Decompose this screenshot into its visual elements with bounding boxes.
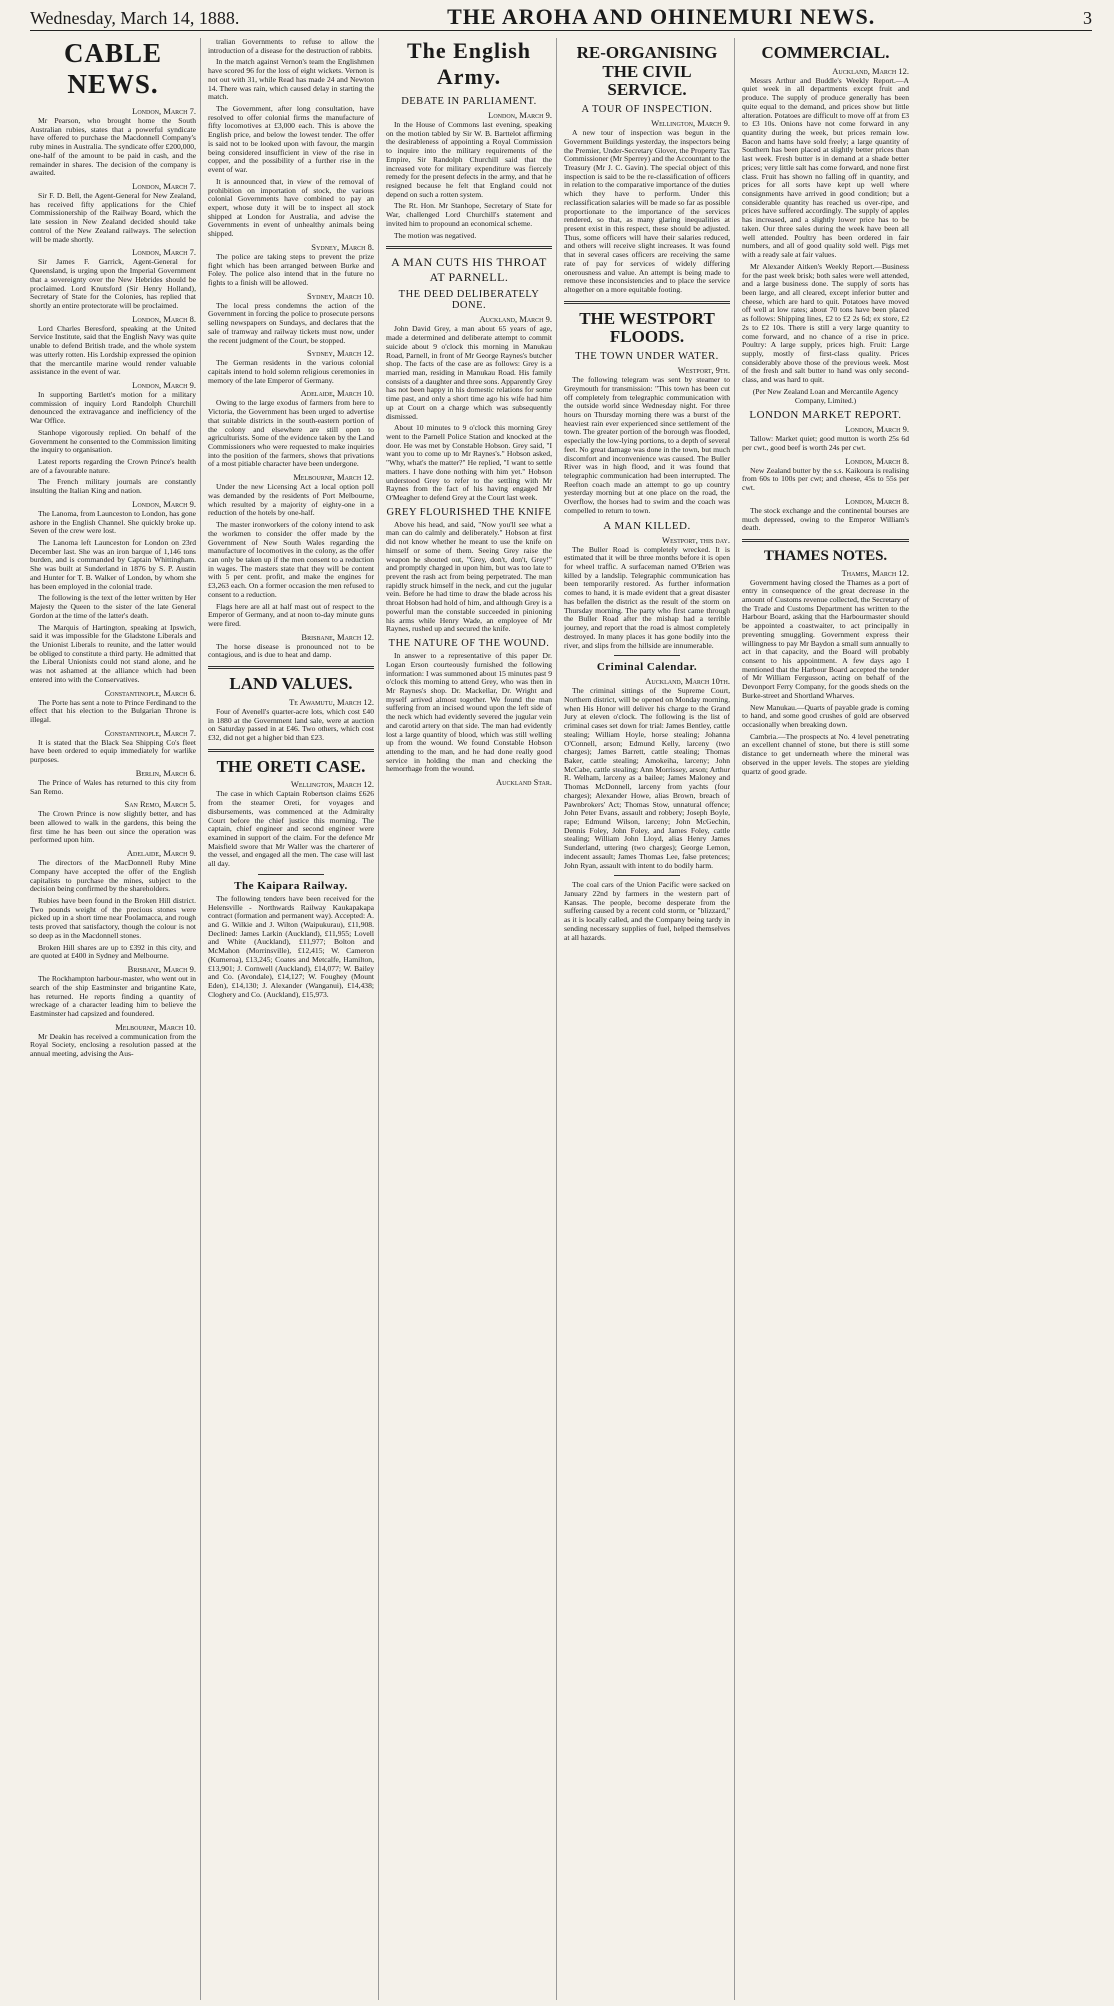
thames-notes-heading: THAMES NOTES.: [763, 548, 888, 565]
news-item-text: The Government, after long consultation, have resolved to offer colonial firms the manufacture of fifty locomotives at £3,000 each. This is above the English price, and below the lowest tender. The offer is said not to be looked upon with favour, the margin being considered insufficient in view of the rise in copper, and the possibility of a further rise in the event of war.: [208, 104, 374, 175]
dateline: Brisbane, March 12.: [301, 631, 374, 642]
news-item-text: Sir James F. Garrick, Agent-General for Queensland, is urging upon the Imperial Government that a sovereignty over the New Hebrides should be proclaimed. Lord Knutsford (Sir Henry Holland), Secretary of State for the Colonies, has replied that shortly an entire protectorate will be proclaimed.: [30, 257, 196, 310]
civil-service-heading: RE-ORGANISING THE CIVIL SERVICE.: [576, 43, 718, 100]
london-dateline-2: London, March 8.: [845, 455, 909, 466]
news-item-text: The German residents in the various colonial capitals intend to hold solemn religious ceremonies in memory of the late Emperor of Germany.: [208, 358, 374, 385]
page-number: 3: [1083, 8, 1092, 28]
divider: [614, 875, 680, 876]
news-item-text: The Crown Prince is now slightly better, and has been allowed to walk in the gardens, this being the first time he has been out since the operation was performed upon him.: [30, 809, 196, 845]
divider: [258, 874, 324, 875]
news-item-text: Broken Hill shares are up to £392 in this city, and are quoted at £400 in Sydney and Melbourne.: [30, 942, 196, 961]
news-item-text: Under the new Licensing Act a local option poll was demanded by the residents of Port Melbourne, which resulted by a majority of eighty-one in a reduction of the hotels by one-half.: [208, 482, 374, 518]
man-killed-heading: A MAN KILLED.: [603, 519, 691, 532]
divider: [208, 749, 374, 752]
divider: [614, 655, 680, 656]
civil-service-text: A new tour of inspection was begun in the Government Buildings yesterday, the inspectors being the Premier, Under-Secretary Glover, the Property Tax Commissioner (Mr Sperrey) and the Accountant to the Treasury (Mr J. C. Gavin). The special object of this inspection is said to be the re-classification of officers in relation to the comparative importance of the duties which they have to perform. Under this reclassification salaries will be made so far as possible proportionate to the importance of the services rendered, so that, as many glaring inequalities at present exist in this respect, these should be adjusted. Thus, some officers will have their salaries reduced, and others will receive slight increases. It was found that in several cases officers are receiving the same rate of pay for services of widely differing onerousness and value. An attempt is being made to remove these inconsistencies and to place the service altogether on a more equitable footing.: [564, 128, 730, 294]
london-text-1: Tallow: Market quiet; good mutton is worth 25s 6d per cwt., good beef is worth 24s per cwt.: [742, 434, 909, 452]
dateline: Adelaide, March 10.: [300, 388, 374, 399]
criminal-calendar-dateline: Auckland, March 10th.: [645, 676, 730, 687]
news-item-text: The horse disease is pronounced not to be contagious, and is due to heat and damp.: [208, 641, 374, 660]
news-item-text: It is announced that, in view of the removal of prohibition on importation of stock, the various colonial Governments have combined to pay an expert, whose duty it will be to inspect all stock shipped at London for Australia, and advise the Governments in event of unhealthy animals being shipped.: [208, 176, 374, 239]
kaipara-railway-heading: The Kaipara Railway.: [234, 879, 348, 892]
news-item-text: Mr Deakin has received a communication from the Royal Society, enclosing a resolution passed at the annual meeting, advising the Aus-: [30, 1031, 196, 1059]
news-item-text: In the match against Vernon's team the Englishmen have scored 96 for the loss of eight wickets. Vernon is not out with 31, while Read has made 24 and Newton 14. There was rain, which caused delay in starting the match.: [208, 57, 374, 102]
dateline: Brisbane, March 9.: [127, 964, 196, 975]
man-cuts-throat-subheading: THE DEED DELIBERATELY DONE.: [398, 289, 540, 312]
news-item-text: It is stated that the Black Sea Shipping Co's fleet have been ordered to equip immediately for warlike purposes.: [30, 737, 196, 765]
man-killed-text: The Buller Road is completely wrecked. It is estimated that it will be three months before it is open for wheel traffic. A surfaceman named O'Brien was killed by a landslip. Telegraphic communication has been temporarily restored. As further information comes to hand, it is made evident that a great disaster has befallen the district as the result of the storm on Thursday morning. The party who first came through the Buller Road after the mishap had a terrible journey, and report that the road is almost completely destroyed. In many places it has gone bodily into the river, and slips from the hillside are innumerable.: [564, 544, 730, 650]
union-pacific-text: The coal cars of the Union Pacific were sacked on January 22nd by farmers in the western part of Kansas. The people, become desperate from the suffering caused by a recent cold storm, or "blizzard," as it is locally called, and the Company being tardy in sending necessary supplies of fuel, helped themselves at all hazards.: [564, 880, 730, 942]
criminal-calendar-heading: Criminal Calendar.: [596, 661, 698, 674]
news-item-text: Latest reports regarding the Crown Prince's health are of a favourable nature.: [30, 457, 196, 475]
news-item-text: Rubies have been found in the Broken Hill district. Two pounds weight of the precious stones were picked up in a short time near Poolamacca, and rough tests proved that satisfactory, though the colour is not so deep as in the Macdonnell stones.: [30, 896, 196, 940]
dateline: London, March 7.: [132, 247, 196, 258]
dateline: London, March 8.: [132, 313, 196, 324]
dateline: London, March 7.: [132, 106, 196, 116]
news-item-text: The Lanoma, from Launceston to London, has gone ashore in the English Channel. She quickly broke up. Seven of the crew were lost.: [30, 508, 196, 536]
news-item-text: The directors of the MacDonnell Ruby Mine Company have accepted the offer of the English capitalists to purchase the mines, subject to the decision being confirmed by the shareholders.: [30, 858, 196, 894]
divider: [208, 666, 374, 669]
news-item-text: Mr Pearson, who brought home the South Australian rubies, states that a powerful syndicate have offered to purchase the Macdonnell Company's ruby mines in Australia. The syndicate offer £200,000, one-half of the amount to be paid in cash, and the remainder in shares. The decision of the company is awaited.: [30, 116, 196, 178]
commercial-text-1: Messrs Arthur and Buddle's Weekly Report.—A quiet week in all departments except fruit and produce. The supply of produce generally has been quite equal to the demand, and prices show but little alteration. Potatoes are difficult to move off at from £3 to £3 10s. Onions have not come forward in any quantity during the week, but prices remain low. Bacon and hams have sold freely; a large quantity of Southern has been placed at slightly better prices than last week. Fresh butter is in demand at a shade better prices; very little salt has come forward, and none first class. Fruit has shown no falling off in quantity, and prices for all sorts have kept up well where consignments have arrived in good condition; but a considerable quantity has reached us over-ripe, and prices have suffered accordingly. The supply of apples has increased, and a slightly lower price has to be taken. Our three sales during the week have been all well attended. Poultry has been ordered in fair numbers, and all of good quality sold well. Pigs met with a ready sale at fair values.: [742, 75, 909, 260]
london-dateline-3: London, March 8.: [845, 495, 909, 506]
man-killed-dateline: Westport, this day.: [662, 534, 730, 545]
source-credit: Auckland Star.: [496, 777, 552, 788]
english-army-subheading: DEBATE IN PARLIAMENT.: [401, 96, 537, 107]
land-values-heading: LAND VALUES.: [229, 674, 353, 694]
westport-floods-dateline: Westport, 9th.: [677, 365, 730, 376]
dateline: London, March 7.: [132, 181, 196, 192]
news-item-text: Lord Charles Beresford, speaking at the United Service Institute, said that the English Navy was quite unable to defend British trade, and the whole system was utterly rotten. His Lordship expressed the opinion that the mercantile marine would render valuable assistance in the event of war.: [30, 323, 196, 377]
kaipara-railway-text: The following tenders have been received for the Helensville - Northwards Railway Kaukapakapa contract (formation and permanent way). Accepted: A. and G. Wilkie and J. Wilton (Waipukurau), £11,908. Declined: James Larkin (Auckland), £11,955; Lovell and White (Auckland), £11,977; Bolton and McMahon (Morrinsville), £12,415; W. Cameron (Kumeroa), £13,245; Coates and Metcalfe, Hamilton, £13,901; J. Cornwell (Auckland), £14,077; W. Bailey and Co. (Avondale), £14,127; W. Foughey (Mount Eden), £14,130; J. Alexander (Wanganui), £14,438; Cloghery and Co. (Auckland), £15,973.: [208, 893, 374, 999]
knife-text: Above his head, and said, "Now you'll see what a man can do calmly and deliberately." Hobson at first did not know whether he meant to use the knife on himself or some of them. Seeing Grey raise the weapon he shouted out, "Grey, don't, don't, Grey!" and promptly charged in upon him, but was too late to prevent the rash act from being perpetrated. The man rapidly struck himself in the neck, and cut the jugular vein. Before he had time to draw the blade across his throat Hobson had hold of him, and although Grey is a powerful man the constable succeeded in pinioning his arms while Henry Wade, an employee of Mr Raynes, rushed up and secured the knife.: [386, 519, 552, 634]
wound-text: In answer to a representative of this paper Dr. Logan Erson courteously furnished the following information: I was summoned about 15 minutes past 9 o'clock this morning to attend Grey, who was then in Mr Raynes's shop. Dr. Mackellar, Dr. Wright and myself arrived almost together. We found the man suffering from an incised wound upon the left side of the neck which had evidently severed the jugular vein and carotid artery on that side. The man had evidently lost a large quantity of blood, which was still welling up from the wound. We found Constable Hobson attending to the man, and he had done really good service in holding the man and checking the hemorrhage from the wound.: [386, 651, 552, 774]
cable-news-heading: CABLE NEWS.: [63, 38, 163, 99]
cable-news-continued: [208, 38, 374, 660]
news-item-text: The following is the text of the letter written by Her Majesty the Queen to the sister of the late General Gordon at the time of the latter's death.: [30, 593, 196, 620]
divider: [742, 539, 909, 542]
london-text-2: New Zealand butter by the s.s. Kaikoura is realising from 60s to 100s per cwt; and cheese, 45s to 55s per cwt.: [742, 465, 909, 493]
english-army-text-3: The motion was negatived.: [394, 230, 477, 240]
news-item-text: The Rockhampton harbour-master, who went out in search of the ship Eastminster and brigantine Kate, has returned. He reports finding a quantity of wreckage of a character leading him to believe the Eastminster had capsized and foundered.: [30, 974, 196, 1018]
english-army-dateline: London, March 9.: [488, 110, 552, 120]
civil-service-dateline: Wellington, March 9.: [651, 118, 730, 129]
dateline: Sydney, March 12.: [307, 348, 374, 359]
news-item-text: The Marquis of Hartington, speaking at Ipswich, said it was impossible for the Gladstone Liberals and the Unionist Liberals to reunite, and the latter would be obliged to constitute a third party. He admitted that the Liberal Unionists could not stand alone, and he was not ashamed at the alliance which had been entered into with the Conservatives.: [30, 622, 196, 684]
divider: [386, 246, 552, 249]
masthead: [30, 4, 1092, 32]
column-5: [742, 38, 913, 2000]
column-4: [564, 38, 735, 2000]
westport-floods-subheading: THE TOWN UNDER WATER.: [575, 351, 719, 363]
london-market-heading: LONDON MARKET REPORT.: [749, 409, 902, 422]
london-dateline-1: London, March 9.: [845, 424, 909, 435]
oreti-case-dateline: Wellington, March 12.: [290, 779, 374, 790]
news-item-text: The Porte has sent a note to Prince Ferdinand to the effect that his election to the Bulgarian Throne is illegal.: [30, 697, 196, 724]
land-values-dateline: Te Awamutu, March 12.: [289, 696, 374, 707]
land-values-text: Four of Avenell's quarter-acre lots, which cost £40 in 1880 at the Government land sale, were at auction on Saturday passed in at £46. Two others, which cost £32, did not get a higher bid than £23.: [208, 706, 374, 742]
news-item-text: Owing to the large exodus of farmers from here to Victoria, the Government has been urged to advertise that suitable districts in the south-eastern portion of the colony and elsewhere are still open to agriculturists. Some of the evidence taken by the Land Commissioners who were requested to make inquiries into the position of the farmers, shows that privations of a most pitiable character have been undergone.: [208, 398, 374, 469]
dateline: Melbourne, March 10.: [115, 1021, 196, 1032]
news-item-text: The police are taking steps to prevent the prize fight which has been arranged between Burke and Foley. The police also intend that in the future no fights to a finish will be allowed.: [208, 251, 374, 287]
news-item-text: The French military journals are constantly insulting the Italian King and nation.: [30, 477, 196, 496]
dateline: London, March 9.: [132, 379, 196, 390]
column-1: [30, 38, 201, 2000]
news-item-text: In supporting Bartlett's motion for a military commission of inquiry Lord Randolph Churchill denounced the extravagance and inefficiency of the War Office.: [30, 389, 196, 426]
oreti-case-heading: THE ORETI CASE.: [216, 756, 366, 776]
newspaper-title: THE AROHA AND OHINEMURI NEWS.: [447, 4, 876, 29]
news-item-text: tralian Governments to refuse to allow the introduction of a disease for the destruction of rabbits.: [208, 38, 374, 55]
issue-date: Wednesday, March 14, 1888.: [30, 8, 240, 28]
masthead-rule: [30, 30, 1092, 31]
english-army-text-2: The Rt. Hon. Mr Stanhope, Secretary of State for War, challenged Lord Churchill's statement and invited him to propound an economical scheme.: [386, 201, 552, 228]
criminal-calendar-text: The criminal sittings of the Supreme Court, Northern district, will be opened on Monday morning, when His Honor will deliver his charge to the Grand Jury at eleven o'clock. The following is the list of criminal cases set down for trial: James Bentley, cattle stealing; William Hoyle, horse stealing; Johanna O'Connell, arson; Edmund Kelly, larceny (two charges); James Barrett, cattle stealing; Thomas Baker, cattle stealing; Amokeiha, larceny; John McCabe, cattle stealing; Ann Morrissey, arson; Arthur R. Welham, larceny as a bailee; James Maloney and Thomas McDonnell, larceny from yachts (four charges); Alexander Howe, alias Brown, breach of Pawnbrokers' Act; Thomas Stow, unnatural offence; John Peter Evans, assault and robbery; Joseph Boyle, rape; Edmund Wilson, larceny; John McGechin, Dennis Foley, John Foley, and James Foley, cattle stealing; William John Lloyd, alias Henry James Sunderland, uttering (two charges); George Lemon, indecent assault; James Thomas Lee, false pretences; John Ryan, assault with intent to do bodily harm.: [564, 686, 730, 870]
dateline: Sydney, March 10.: [307, 290, 374, 301]
english-army-text-1: In the House of Commons last evening, speaking on the motion tabled by Sir W. B. Barttelot affirming the desirableness of appointing a Royal Commission to inquire into the military requirements of the Empire, Sir Randolph Churchill said that the increased vote for military expenditure was fiercely remedy for the present defects in the army, and that he resigned because he felt that England could not depend on such a rotten system.: [386, 120, 552, 199]
thames-notes-dateline: Thames, March 12.: [841, 567, 909, 578]
civil-service-subheading: A TOUR OF INSPECTION.: [581, 104, 713, 116]
man-cuts-throat-text-1: John David Grey, a man about 65 years of age, made a determined and deliberate attempt to commit suicide about 9 o'clock this morning in Manukau Road, Parnell, in front of Mr George Raynes's butcher shop. The facts of the case are as follows: Grey is a married man, residing in Manukau Road. His family consists of a daughter and three sons. Apparently Grey has not been happy in his domestic relations for some time past, and only a short time ago his wife had him up at Court on a charge which was subsequently dismissed.: [386, 324, 552, 421]
oreti-case-text: The case in which Captain Robertson claims £626 from the steamer Oreti, for voyages and disbursements, was commenced at the Admiralty Court before the chief justice this morning. The captain, chief engineer and second engineer were examined in support of the claim. For the defence Mr Maisfield swore that Mr Waller was the charterer of the vessel, and engaged all the men. The case will last all day.: [208, 789, 374, 869]
thames-notes-text-3: Cambria.—The prospects at No. 4 level penetrating an excellent channel of stone, but there is still some distance to get underneath where the mineral was observed in the upper levels. The stopes are yielding quartz of good grade.: [742, 731, 909, 776]
news-item-text: Stanhope vigorously replied. On behalf of the Government he consented to the Commission limiting the inquiry to organisation.: [30, 427, 196, 455]
column-2: [208, 38, 379, 2000]
cable-news-items: [30, 106, 196, 1059]
westport-floods-text: The following telegram was sent by steamer to Greymouth for transmission: "This town has been cut off completely from telegraphic communication with the outside world since Wednesday night. For three hours on Thursday morning there was a burst of the heaviest rain ever experienced since settlement of the town. The greater portion of the borough was flooded, especially the low-lying portions, to a depth of several feet. No great damage was done in the town, but much discomfort and inconvenience was caused. The Buller River was in high flood, and it was found that telegraphic communication had been interrupted. The Reefton coach made an attempt to go up country yesterday morning but at one place on the road, the Overflow, the horses had to swim and the coach was compelled to return to town.: [564, 375, 730, 515]
dateline: London, March 9.: [132, 498, 196, 509]
column-3: [386, 38, 557, 2000]
wound-subheading: THE NATURE OF THE WOUND.: [388, 638, 550, 650]
news-item-text: The Lanoma left Launceston for London on 23rd December last. She was an iron barque of 1,146 tons burden, and is commanded by Captain Whittingham. She was built at Sunderland in 1876 by S. P. Austin and Hunter for T. B. Walker of London, by whom she has been employed in the colonial trade.: [30, 538, 196, 591]
agency-note: (Per New Zealand Loan and Mercantile Agency Company, Limited.): [752, 386, 899, 405]
divider: [564, 301, 730, 304]
english-army-heading: The English Army.: [406, 38, 532, 89]
dateline: Constantinople, March 7.: [104, 727, 196, 738]
dateline: Sydney, March 8.: [311, 241, 374, 252]
knife-subheading: GREY FLOURISHED THE KNIFE: [386, 506, 552, 518]
man-cuts-throat-text-2: About 10 minutes to 9 o'clock this morning Grey went to the Parnell Police Station and knocked at the door. He was met by Constable Hobson. Grey said, "I want you to come up to Mr Raynes's." Hobson asked, "Why, what's the matter?" He replied, "I want to settle matters. I have done nothing with him yet." Hobson understood Grey to refer to the settling with Mr Raynes from the fact of his having engaged Mr O'Meagher to defend Grey at the Court last week.: [386, 423, 552, 502]
news-item-text: Flags here are all at half mast out of respect to the Emperor of Germany, and at noon to-day minute guns were fired.: [208, 601, 374, 628]
news-item-text: Sir F. D. Bell, the Agent-General for New Zealand, has received fifty applications for the Chief Commissionership of the Railway Board, which the late session in New Zealand decided should take control of the New Zealand railways. The selection will be made shortly.: [30, 191, 196, 244]
commercial-text-2: Mr Alexander Aitken's Weekly Report.—Business for the past week brisk; both sales were well attended, and a large business done. The supply of sorts has been large, and all cleared, except inferior butter and cheese, which are hard to quit. Potatoes have moved off well at low rates; about 70 tons have been placed as follows: Shipping lines, £2 to £2 2s 6d; ex store, £2 2s to £2 10s. There is still a very large quantity to come forward, and no chance of a rise in price. Poultry: A large supply, prices high. Fruit: Large supply, mostly of first-class quality. Prices considerably above those of the previous week. Most of the fresh and salt butter to hand was only second-class, and was hard to quit.: [742, 261, 909, 385]
columns: [30, 38, 1092, 2000]
commercial-heading: COMMERCIAL.: [761, 43, 890, 62]
man-cuts-throat-dateline: Auckland, March 9.: [479, 314, 552, 325]
dateline: Melbourne, March 12.: [293, 472, 374, 483]
dateline: Adelaide, March 9.: [126, 848, 196, 859]
news-item-text: The local press condemns the action of the Government in forcing the police to prosecute persons selling newspapers on Sundays, and declares that the sale of tramway and railway tickets must now, under the recent judgment of the Court, be stopped.: [208, 300, 374, 345]
commercial-dateline: Auckland, March 12.: [832, 65, 909, 76]
man-cuts-throat-heading: A MAN CUTS HIS THROAT AT PARNELL.: [391, 255, 547, 285]
news-item-text: The master ironworkers of the colony intend to ask the workmen to consider the offer made by the Government of New South Wales regarding the manufacture of locomotives in the colony, as the offer can only be taken up if the men consent to a reduction in wages. The masters state that they will be content with 5 per cent. profit, and make the engines for £3,263 each. On a former occasion the men refused to consent to a reduction.: [208, 520, 374, 599]
westport-floods-heading: THE WESTPORT FLOODS.: [579, 308, 715, 347]
thames-notes-text-2: New Manukau.—Quarts of payable grade is coming to hand, and some good crushes of gold are observed occasionally when breaking down.: [742, 702, 909, 730]
london-text-3: The stock exchange and the continental bourses are much depressed, owing to the Emperor William's death.: [742, 505, 909, 533]
dateline: San Remo, March 5.: [124, 799, 196, 810]
dateline: Berlin, March 6.: [135, 767, 196, 778]
thames-notes-text: Government having closed the Thames as a port of entry in consequence of the great decrease in the amount of Customs revenue collected, the Secretary of the Trade and Customs Department has written to the Harbour Board, asking that the Harbourmaster should be appointed a coastwaiter, to act principally in preventing smuggling. Government express their willingness to pay Mr Baydon a small sum annually to act in that capacity, and the Board will probably consent to his appointment. A few days ago I mentioned that the Harbour Board accepted the tender of Mr William Fergusson, acting on behalf of the Devonport Ferry Company, for the goods sheds on the Burke-street and Shortland Wharves.: [742, 577, 909, 700]
news-item-text: The Prince of Wales has returned to this city from San Remo.: [30, 777, 196, 796]
dateline: Constantinople, March 6.: [104, 687, 196, 698]
